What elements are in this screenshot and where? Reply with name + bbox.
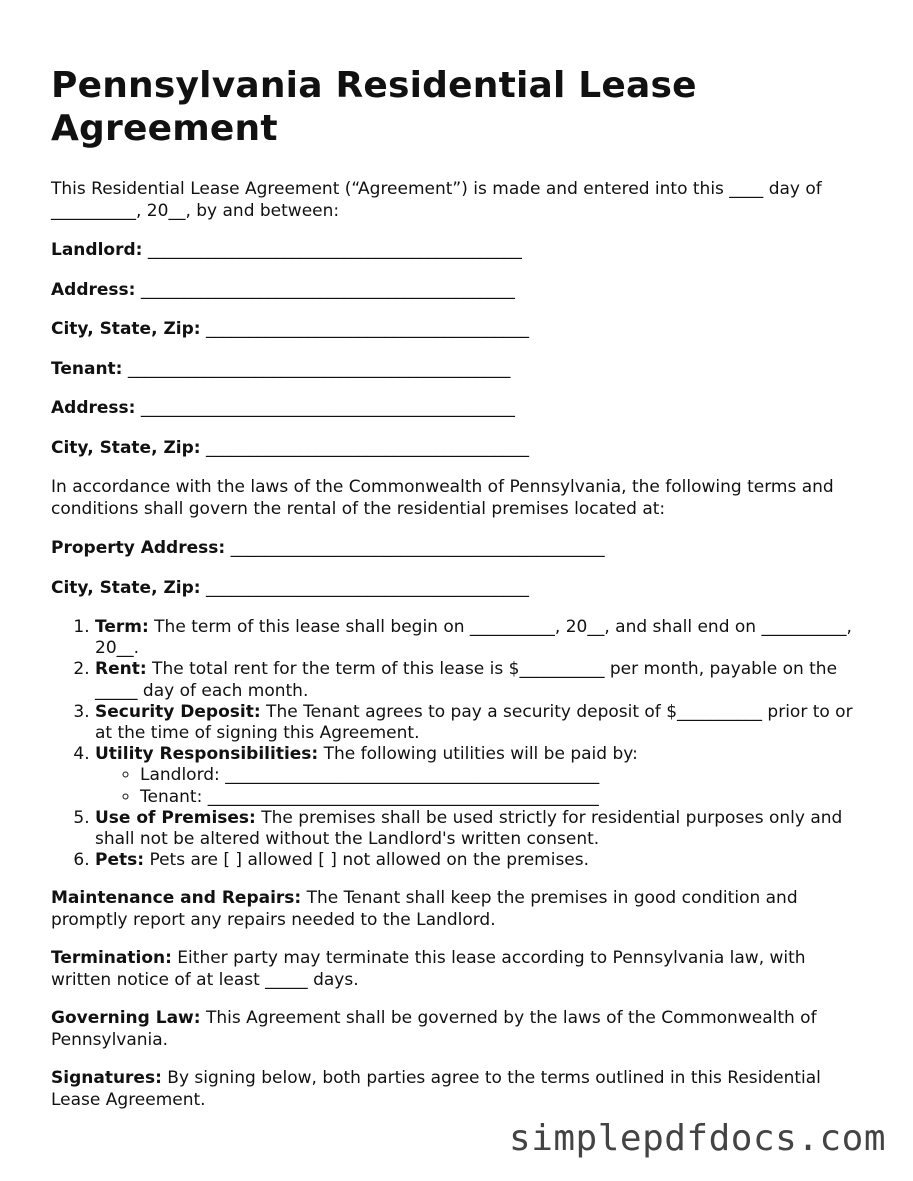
utility-item: [95, 744, 871, 808]
blank-line: ______________________________________: [205, 577, 529, 598]
utility-tenant: ◦ Tenant: ______________________________________________: [140, 787, 871, 808]
field-label: Landlord:: [51, 240, 143, 260]
section-label: Termination:: [51, 948, 172, 969]
blank-line: ______________________________________: [205, 319, 529, 339]
security-deposit-item: [95, 702, 871, 744]
landlord-city-state-zip-field: [51, 319, 871, 341]
property-city-state-zip-field: [51, 578, 871, 600]
blank-line: ____________________________________________: [147, 240, 522, 260]
property-address-field: [51, 538, 871, 560]
blank-line: ____________________________________________: [140, 398, 515, 418]
utility-landlord: ◦ Landlord: ____________________________________________: [140, 765, 871, 786]
page-title: Pennsylvania Residential Lease Agreement: [51, 65, 697, 149]
security-deposit-label: Security Deposit:: [95, 701, 261, 722]
tenant-city-state-zip-field: [51, 438, 871, 460]
tenant-address-field: [51, 398, 871, 420]
rent-item: [95, 659, 871, 701]
term-item: [95, 617, 871, 659]
utilities-sublist: [95, 765, 871, 807]
section-text: The Tenant shall keep the premises in good condition and promptly report any repairs needed to the Landlord.: [51, 888, 798, 930]
section-text: Either party may terminate this lease according to Pennsylvania law, with written notice of at least _____ days.: [51, 948, 806, 990]
security-deposit-text: The Tenant agrees to pay a security deposit of $__________ prior to or at the time of signing this Agreement.: [95, 701, 853, 744]
use-of-premises-text: The premises shall be used strictly for residential purposes only and shall not be altered without the Landlord's written consent.: [95, 807, 843, 850]
pets-text: Pets are [ ] allowed [ ] not allowed on the premises.: [144, 850, 590, 871]
field-label: Tenant:: [51, 358, 123, 379]
utility-text: The following utilities will be paid by:: [318, 744, 638, 765]
section-label: Signatures:: [51, 1068, 162, 1089]
utility-label: Utility Responsibilities:: [95, 744, 319, 765]
terms-list: [51, 617, 871, 871]
field-label: Property Address:: [51, 538, 226, 558]
landlord-field: [51, 240, 871, 262]
section-text: This Agreement shall be governed by the laws of the Commonwealth of Pennsylvania.: [51, 1008, 817, 1050]
use-of-premises-item: [95, 808, 871, 850]
termination-paragraph: [51, 948, 871, 991]
field-label: City, State, Zip:: [51, 319, 201, 339]
rent-label: Rent:: [95, 659, 147, 680]
rent-text: The total rent for the term of this lease is $__________ per month, payable on the _____ day of each month.: [95, 659, 838, 701]
maintenance-paragraph: [51, 888, 871, 931]
field-label: Address:: [51, 279, 136, 300]
pets-label: Pets:: [95, 850, 145, 871]
term-label: Term:: [95, 617, 149, 637]
tenant-field: [51, 359, 871, 381]
landlord-address-field: [51, 280, 871, 302]
field-label: City, State, Zip:: [51, 437, 201, 458]
governing-law-paragraph: [51, 1008, 871, 1051]
section-text: By signing below, both parties agree to the terms outlined in this Residential Lease Agreement.: [51, 1068, 821, 1110]
field-label: Address:: [51, 398, 136, 418]
accordance-paragraph: In accordance with the laws of the Commonwealth of Pennsylvania, the following terms and conditions shall govern the rental of the residential premises located at:: [51, 477, 834, 519]
section-label: Governing Law:: [51, 1008, 201, 1029]
blank-line: _____________________________________________: [127, 358, 511, 379]
field-label: City, State, Zip:: [51, 577, 201, 598]
use-of-premises-label: Use of Premises:: [95, 807, 256, 828]
watermark: simplepdfdocs.com: [509, 1118, 886, 1159]
intro-paragraph: This Residential Lease Agreement (“Agreement”) is made and entered into this ____ day of __________, 20__, by and between:: [51, 179, 822, 221]
blank-line: ______________________________________: [205, 437, 529, 458]
term-text: The term of this lease shall begin on __________, 20__, and shall end on __________, 20__.: [95, 617, 852, 659]
section-label: Maintenance and Repairs:: [51, 888, 302, 909]
blank-line: ____________________________________________: [230, 538, 605, 558]
signatures-paragraph: [51, 1068, 871, 1111]
lease-document: [51, 64, 871, 1111]
blank-line: ____________________________________________: [140, 279, 515, 300]
pets-item: [95, 850, 871, 871]
